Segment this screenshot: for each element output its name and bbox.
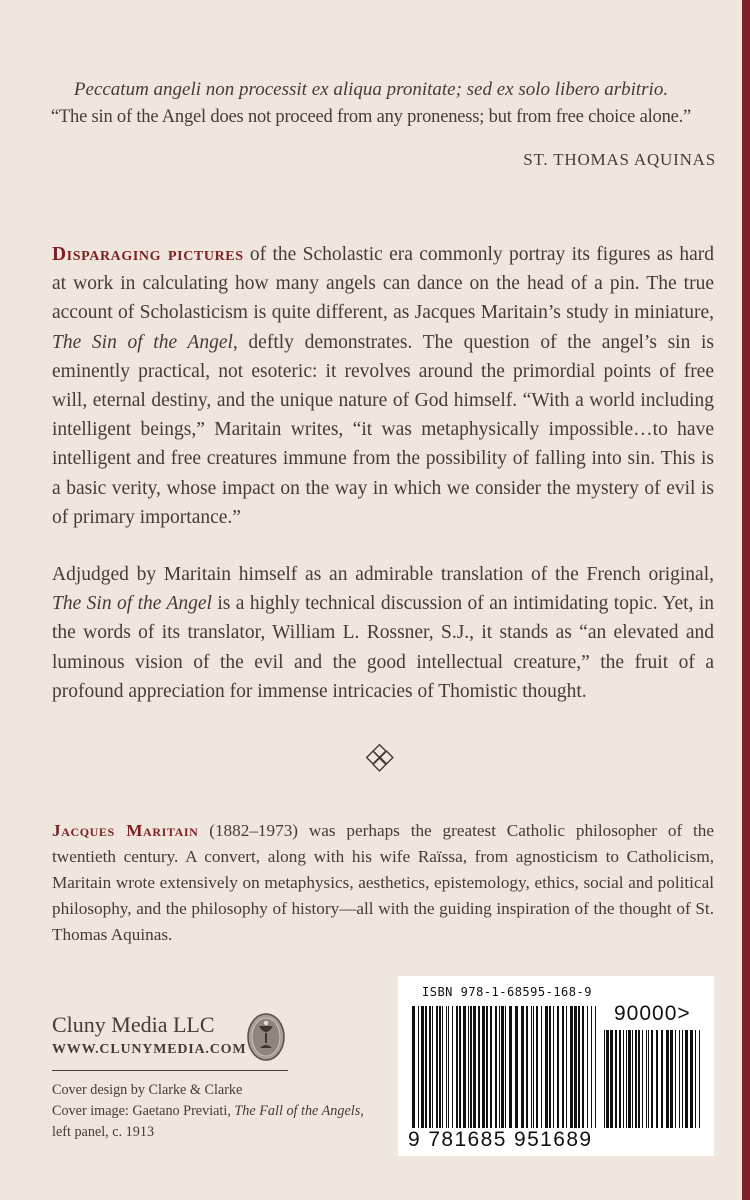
epigraph-english: “The sin of the Angel does not proceed from any proneness; but from free choice alone.” <box>50 107 692 127</box>
price-addon-code: 90000> <box>614 1002 691 1025</box>
credit-image-line2: left panel, c. 1913 <box>52 1124 155 1140</box>
epigraph-attribution: ST. THOMAS AQUINAS <box>523 150 716 169</box>
isbn-label: ISBN 978-1-68595-168-9 <box>422 985 592 999</box>
ean-digits: 9 781685 951689 <box>408 1128 593 1151</box>
credit-image-suffix: , <box>360 1103 364 1119</box>
para1-text-b: , deftly demonstrates. The question of the angel’s sin is eminently practical, not esoteric: it revolves around the primordial points of free will, eternal destiny, and the unique nature of God himself. “With a world including intelligent beings,” Maritain writes, “it was metaphysically impossible…to have intelligent and free creatures immune from the possibility of falling into sin. This is a basic verity, whose impact on the way in which we consider the mystery of evil is of primary importance.” <box>52 331 714 528</box>
cover-credits <box>52 1080 364 1143</box>
fleuron-ornament-icon <box>366 744 396 774</box>
description-paragraph-2 <box>52 560 714 706</box>
para2-text-b: is a highly technical discussion of an intimidating topic. Yet, in the words of its translator, William L. Rossner, S.J., it stands as “an elevated and luminous vision of the evil and the good intellectual creature,” the fruit of a profound appreciation for immense intricacies of Thomistic thought. <box>52 593 714 702</box>
publisher-name: Cluny Media LLC <box>52 1012 215 1037</box>
para1-text-a: of the Scholastic era commonly portray its figures as hard at work in calculating how many angels can dance on the head of a pin. The true account of Scholasticism is quite different, as Jacques Maritain’s study in miniature, <box>52 244 714 324</box>
spine-color-strip <box>742 0 750 1200</box>
bio-lead: Jacques Maritain <box>52 821 199 840</box>
credit-image <box>52 1101 364 1122</box>
epigraph <box>0 76 742 130</box>
para1-book-title: The Sin of the Angel <box>52 331 233 353</box>
author-bio <box>52 818 714 948</box>
para1-lead: Disparaging pictures <box>52 244 244 265</box>
addon-barcode-icon <box>604 1030 700 1128</box>
para2-book-title: The Sin of the Angel <box>52 593 212 615</box>
epigraph-latin: Peccatum angeli non processit ex aliqua pronitate; sed ex solo libero arbitrio. <box>73 79 669 100</box>
credit-image-prefix: Cover image: Gaetano Previati, <box>52 1103 235 1119</box>
bio-text: (1882–1973) was perhaps the greatest Catholic philosopher of the twentieth century. A convert, along with his wife Raïssa, from agnosticism to Catholicism, Maritain wrote extensively on metaphysics, aesthetics, epistemology, ethics, social and political philosophy, and the philosophy of history—all with the guiding inspiration of the thought of St. Thomas Aquinas. <box>52 821 715 944</box>
para2-text-a: Adjudged by Maritain himself as an admirable translation of the French original, <box>52 564 714 585</box>
publisher-seal-icon <box>246 1012 286 1062</box>
publisher-divider <box>52 1070 288 1071</box>
publisher-url: WWW.CLUNYMEDIA.COM <box>52 1042 247 1057</box>
description-paragraph-1 <box>52 240 714 532</box>
barcode-box <box>398 976 714 1156</box>
credit-image-title: The Fall of the Angels <box>234 1103 361 1119</box>
credit-design: Cover design by Clarke & Clarke <box>52 1082 243 1098</box>
ean-barcode-icon <box>412 1006 596 1128</box>
